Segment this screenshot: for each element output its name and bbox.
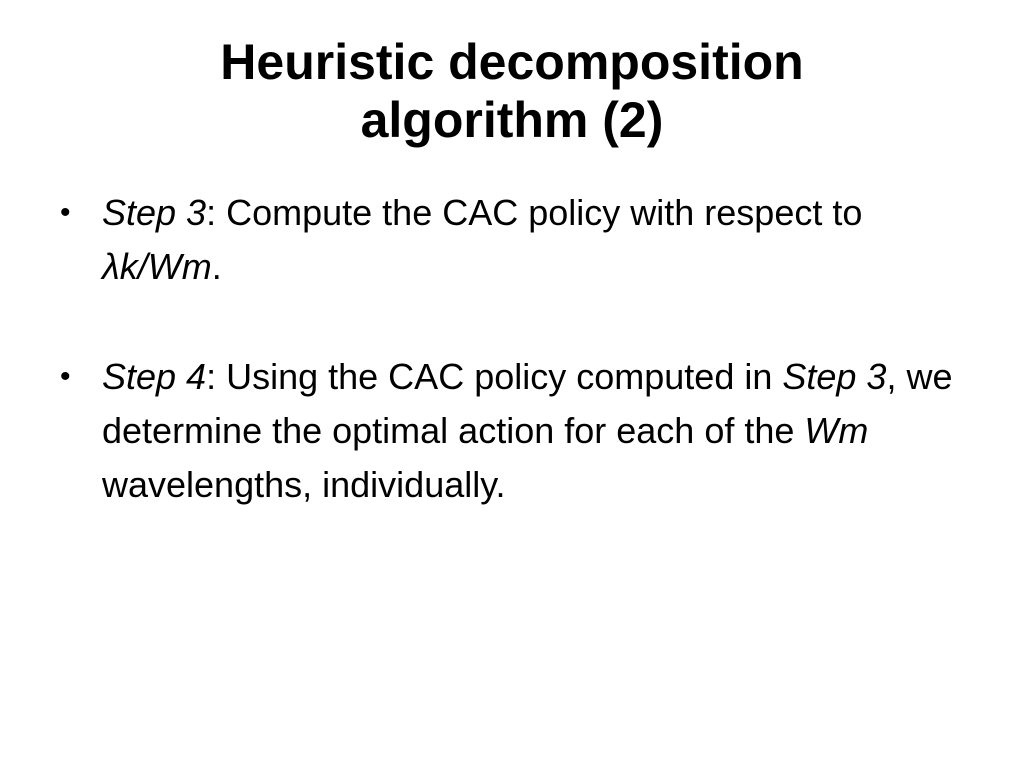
bullet-item-step-4 bbox=[60, 350, 980, 512]
bullet-text-regular: wavelengths, individually. bbox=[102, 464, 506, 505]
slide-title-line-2: algorithm (2) bbox=[360, 92, 664, 148]
bullet-item-step-3 bbox=[60, 186, 980, 294]
bullet-text-regular: : Compute the CAC policy with respect to bbox=[206, 192, 863, 233]
bullet-text-italic: Step 3 bbox=[782, 356, 887, 397]
bullet-text-italic: Step 4 bbox=[102, 356, 207, 397]
slide-title-line-1: Heuristic decomposition bbox=[220, 34, 804, 90]
bullet-marker: • bbox=[60, 196, 71, 229]
bullet-list bbox=[60, 186, 980, 568]
bullet-text bbox=[102, 192, 862, 287]
bullet-text-regular: . bbox=[211, 246, 222, 287]
bullet-text-regular: , we determine the optimal action for each of the bbox=[102, 356, 953, 451]
slide-title bbox=[80, 33, 944, 149]
bullet-text-italic: Step 3 bbox=[102, 192, 207, 233]
bullet-text-italic: λk/Wm bbox=[102, 246, 212, 287]
bullet-text bbox=[102, 356, 952, 505]
bullet-text-italic: Wm bbox=[804, 410, 869, 451]
bullet-text-regular: : Using the CAC policy computed in bbox=[206, 356, 783, 397]
bullet-marker: • bbox=[60, 360, 71, 393]
